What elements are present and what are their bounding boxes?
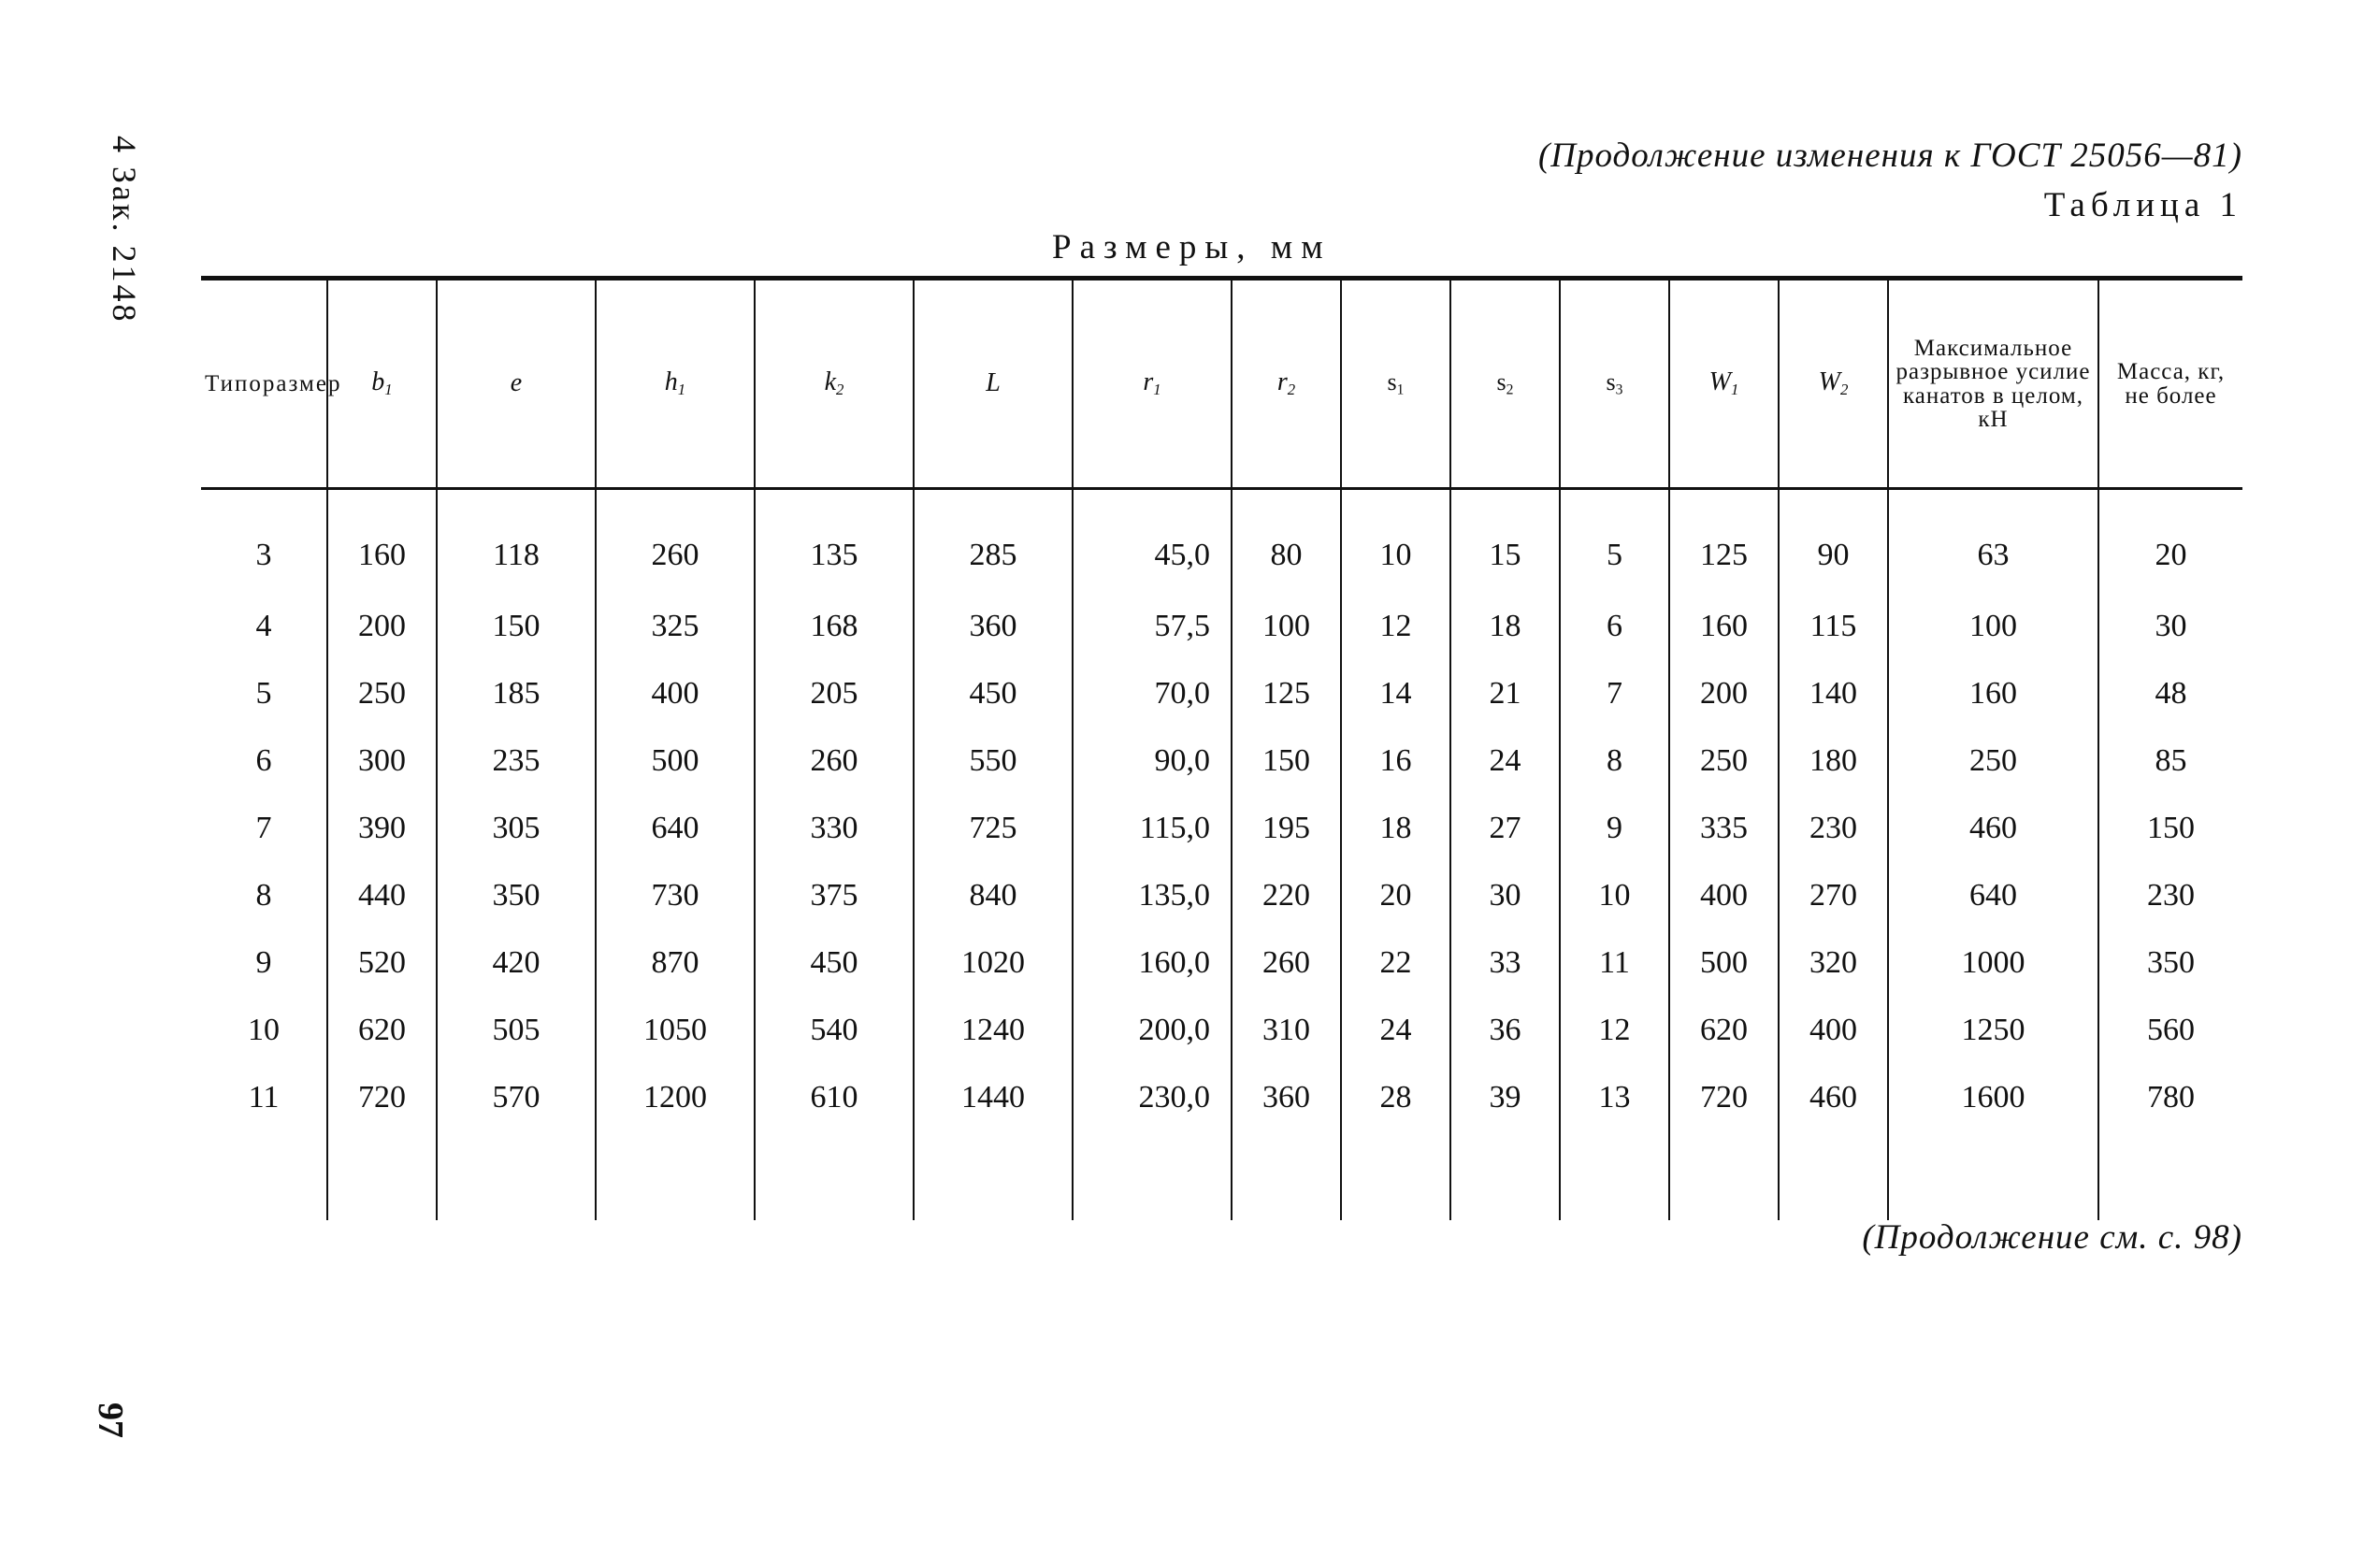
table-cell: 100 xyxy=(1888,593,2098,660)
header-subscript: 3 xyxy=(1615,381,1623,398)
table-cell: 640 xyxy=(1888,862,2098,929)
table-cell: 840 xyxy=(914,862,1073,929)
header-label: Масса, кг, не более xyxy=(2116,359,2226,409)
table-cell: 330 xyxy=(755,795,914,862)
table-cell: 57,5 xyxy=(1073,593,1232,660)
table-cell: 250 xyxy=(327,660,437,727)
table-cell xyxy=(327,1131,437,1220)
margin-note: 4 Зак. 2148 xyxy=(106,136,143,324)
table-cell: 7 xyxy=(1560,660,1669,727)
header-cell xyxy=(1341,279,1450,489)
header-symbol: L xyxy=(986,368,1001,398)
header-symbol: k xyxy=(824,367,837,397)
header-symbol: s xyxy=(1496,367,1506,396)
table-cell: 22 xyxy=(1341,929,1450,997)
table-cell: 300 xyxy=(327,727,437,795)
page-number: 97 xyxy=(91,1403,130,1438)
header-subscript: 2 xyxy=(836,381,844,399)
table-cell: 460 xyxy=(1888,795,2098,862)
table-row xyxy=(201,1064,2242,1131)
header-cell xyxy=(2098,279,2242,489)
table-cell: 45,0 xyxy=(1073,489,1232,594)
header-cell xyxy=(1232,279,1341,489)
table-cell: 36 xyxy=(1450,997,1560,1064)
table-cell: 200 xyxy=(1669,660,1779,727)
table-cell: 720 xyxy=(1669,1064,1779,1131)
table-cell: 260 xyxy=(755,727,914,795)
table-cell: 135,0 xyxy=(1073,862,1232,929)
table-cell: 450 xyxy=(914,660,1073,727)
table-cell: 39 xyxy=(1450,1064,1560,1131)
table-cell: 10 xyxy=(1341,489,1450,594)
table-cell: 16 xyxy=(1341,727,1450,795)
table-cell xyxy=(2098,1131,2242,1220)
table-cell: 320 xyxy=(1779,929,1888,997)
table-row xyxy=(201,593,2242,660)
table-cell: 260 xyxy=(1232,929,1341,997)
table-cell: 440 xyxy=(327,862,437,929)
header-cell xyxy=(1779,279,1888,489)
table-cell: 270 xyxy=(1779,862,1888,929)
table-cell: 520 xyxy=(327,929,437,997)
table-cell: 1020 xyxy=(914,929,1073,997)
header-cell xyxy=(201,279,342,489)
table-cell: 7 xyxy=(255,811,272,845)
table-cell: 540 xyxy=(755,997,914,1064)
table-cell: 27 xyxy=(1450,795,1560,862)
table-cell: 168 xyxy=(755,593,914,660)
header-cell xyxy=(1073,279,1232,489)
table-cell: 5 xyxy=(1560,489,1669,594)
table-cell: 610 xyxy=(755,1064,914,1131)
table-cell: 30 xyxy=(2098,593,2242,660)
table-cell: 1050 xyxy=(596,997,755,1064)
table-row xyxy=(201,929,2242,997)
table-cell: 150 xyxy=(2098,795,2242,862)
table-cell: 150 xyxy=(1232,727,1341,795)
table-cell: 780 xyxy=(2098,1064,2242,1131)
header-symbol: s xyxy=(1606,367,1616,396)
table-cell: 400 xyxy=(596,660,755,727)
table-cell: 80 xyxy=(1232,489,1341,594)
header-subscript: 1 xyxy=(1153,381,1161,399)
table-cell: 5 xyxy=(255,676,272,711)
table-cell: 12 xyxy=(1341,593,1450,660)
table-cell: 9 xyxy=(1560,795,1669,862)
table-cell: 21 xyxy=(1450,660,1560,727)
table-cell: 420 xyxy=(437,929,596,997)
table-cell xyxy=(914,1131,1073,1220)
table-cell: 460 xyxy=(1779,1064,1888,1131)
footer-note: (Продолжение см. с. 98) xyxy=(1862,1218,2242,1257)
header-symbol: b xyxy=(371,367,385,397)
table-cell: 1240 xyxy=(914,997,1073,1064)
table-row xyxy=(201,727,2242,795)
table-cell: 230 xyxy=(2098,862,2242,929)
table-cell: 570 xyxy=(437,1064,596,1131)
header-cell xyxy=(1450,279,1560,489)
header-symbol: r xyxy=(1276,367,1288,397)
table-cell: 500 xyxy=(1669,929,1779,997)
table-cell: 235 xyxy=(437,727,596,795)
table-row xyxy=(201,997,2242,1064)
header-symbol: s xyxy=(1387,367,1397,396)
table-cell: 6 xyxy=(255,743,272,778)
header-subscript: 1 xyxy=(384,381,393,399)
table-cell: 360 xyxy=(1232,1064,1341,1131)
table-cell: 560 xyxy=(2098,997,2242,1064)
table-cell: 360 xyxy=(914,593,1073,660)
table-cell xyxy=(1560,1131,1669,1220)
table-cell: 620 xyxy=(327,997,437,1064)
table-cell: 150 xyxy=(437,593,596,660)
header-symbol: W xyxy=(1818,367,1840,397)
table-cell: 90 xyxy=(1779,489,1888,594)
table-cell: 1600 xyxy=(1888,1064,2098,1131)
table-cell: 14 xyxy=(1341,660,1450,727)
table-cell xyxy=(1450,1131,1560,1220)
header-cell xyxy=(914,279,1073,489)
table-cell: 15 xyxy=(1450,489,1560,594)
table-cell: 30 xyxy=(1450,862,1560,929)
table-cell: 70,0 xyxy=(1073,660,1232,727)
table-number: Таблица 1 xyxy=(2043,186,2242,224)
header-label: Максимальное разрывное усилие канатов в целом, кН xyxy=(1896,335,2091,432)
table-cell: 400 xyxy=(1779,997,1888,1064)
table-cell: 1200 xyxy=(596,1064,755,1131)
table-cell: 20 xyxy=(2098,489,2242,594)
table-cell: 390 xyxy=(327,795,437,862)
table-cell: 720 xyxy=(327,1064,437,1131)
table-cell: 18 xyxy=(1341,795,1450,862)
header-cell xyxy=(1669,279,1779,489)
header-cell xyxy=(327,279,437,489)
table-cell: 28 xyxy=(1341,1064,1450,1131)
table-cell: 505 xyxy=(437,997,596,1064)
table-row xyxy=(201,489,2242,594)
header-cell xyxy=(755,279,914,489)
table-cell: 24 xyxy=(1450,727,1560,795)
header-symbol: h xyxy=(664,367,678,397)
table-cell: 135 xyxy=(755,489,914,594)
table-cell: 640 xyxy=(596,795,755,862)
table-cell: 63 xyxy=(1888,489,2098,594)
table-body xyxy=(201,489,2242,1221)
table-cell: 400 xyxy=(1669,862,1779,929)
table-cell: 450 xyxy=(755,929,914,997)
table-cell: 160,0 xyxy=(1073,929,1232,997)
table-cell xyxy=(1779,1131,1888,1220)
header-symbol: r xyxy=(1143,367,1154,397)
table-cell: 115 xyxy=(1779,593,1888,660)
table-cell: 8 xyxy=(1560,727,1669,795)
header-cell xyxy=(437,279,596,489)
table-cell: 90,0 xyxy=(1073,727,1232,795)
table-cell xyxy=(596,1131,755,1220)
table-cell xyxy=(1232,1131,1341,1220)
table-cell: 200 xyxy=(327,593,437,660)
table-header-row xyxy=(201,279,2242,489)
table-spacer-row xyxy=(201,1131,2242,1220)
table-cell: 185 xyxy=(437,660,596,727)
table-cell: 140 xyxy=(1779,660,1888,727)
table-cell: 160 xyxy=(327,489,437,594)
continuation-header: (Продолжение изменения к ГОСТ 25056—81) xyxy=(1537,137,2242,175)
table-cell: 350 xyxy=(437,862,596,929)
table-cell: 310 xyxy=(1232,997,1341,1064)
table-cell: 550 xyxy=(914,727,1073,795)
table-cell: 375 xyxy=(755,862,914,929)
table-cell: 1440 xyxy=(914,1064,1073,1131)
table-cell: 1000 xyxy=(1888,929,2098,997)
table-row xyxy=(201,795,2242,862)
dimensions-table xyxy=(201,276,2242,1220)
table-cell xyxy=(201,1131,327,1220)
table-cell: 9 xyxy=(255,945,272,980)
table-cell: 250 xyxy=(1669,727,1779,795)
header-subscript: 2 xyxy=(1839,381,1849,399)
table-cell xyxy=(1341,1131,1450,1220)
table-cell: 10 xyxy=(248,1013,280,1047)
table-cell: 725 xyxy=(914,795,1073,862)
table-cell: 730 xyxy=(596,862,755,929)
table-cell: 325 xyxy=(596,593,755,660)
table-cell xyxy=(437,1131,596,1220)
table-cell: 870 xyxy=(596,929,755,997)
table-cell: 125 xyxy=(1669,489,1779,594)
table-cell: 205 xyxy=(755,660,914,727)
table-cell: 85 xyxy=(2098,727,2242,795)
header-subscript: 1 xyxy=(1396,381,1405,398)
table-cell: 220 xyxy=(1232,862,1341,929)
table-row xyxy=(201,862,2242,929)
table-cell xyxy=(1073,1131,1232,1220)
table-cell: 3 xyxy=(255,538,272,572)
header-subscript: 2 xyxy=(1287,381,1296,399)
table-cell: 24 xyxy=(1341,997,1450,1064)
table-caption: Размеры, мм xyxy=(1052,228,1332,266)
table-cell: 335 xyxy=(1669,795,1779,862)
table-cell: 1250 xyxy=(1888,997,2098,1064)
table-cell: 33 xyxy=(1450,929,1560,997)
header-cell xyxy=(1560,279,1669,489)
table-cell: 100 xyxy=(1232,593,1341,660)
table-cell: 8 xyxy=(255,878,272,913)
table-cell: 10 xyxy=(1560,862,1669,929)
table-cell: 195 xyxy=(1232,795,1341,862)
table-cell: 118 xyxy=(437,489,596,594)
table-cell: 180 xyxy=(1779,727,1888,795)
table-cell: 285 xyxy=(914,489,1073,594)
header-subscript: 1 xyxy=(1730,381,1739,399)
table-cell: 305 xyxy=(437,795,596,862)
table-cell: 11 xyxy=(1560,929,1669,997)
header-cell xyxy=(1888,279,2098,489)
table-cell xyxy=(1669,1131,1779,1220)
table-cell: 230 xyxy=(1779,795,1888,862)
table-cell: 230,0 xyxy=(1073,1064,1232,1131)
table-cell: 12 xyxy=(1560,997,1669,1064)
table-cell: 200,0 xyxy=(1073,997,1232,1064)
table-cell: 20 xyxy=(1341,862,1450,929)
header-cell xyxy=(596,279,755,489)
table-cell xyxy=(1888,1131,2098,1220)
header-label: Типоразмер xyxy=(205,370,342,396)
table-cell: 6 xyxy=(1560,593,1669,660)
table-cell: 11 xyxy=(248,1080,280,1115)
header-subscript: 1 xyxy=(677,381,686,399)
table-cell: 500 xyxy=(596,727,755,795)
table-cell: 160 xyxy=(1888,660,2098,727)
table-cell: 250 xyxy=(1888,727,2098,795)
table-cell: 48 xyxy=(2098,660,2242,727)
header-subscript: 2 xyxy=(1506,381,1514,398)
table-cell: 350 xyxy=(2098,929,2242,997)
table-cell: 13 xyxy=(1560,1064,1669,1131)
table-cell: 160 xyxy=(1669,593,1779,660)
table-cell xyxy=(755,1131,914,1220)
table-cell: 125 xyxy=(1232,660,1341,727)
table-row xyxy=(201,660,2242,727)
table-cell: 115,0 xyxy=(1073,795,1232,862)
header-symbol: W xyxy=(1708,367,1731,397)
header-symbol: e xyxy=(510,368,523,398)
table-cell: 260 xyxy=(596,489,755,594)
table-cell: 18 xyxy=(1450,593,1560,660)
table-cell: 620 xyxy=(1669,997,1779,1064)
table-cell: 4 xyxy=(255,609,272,643)
